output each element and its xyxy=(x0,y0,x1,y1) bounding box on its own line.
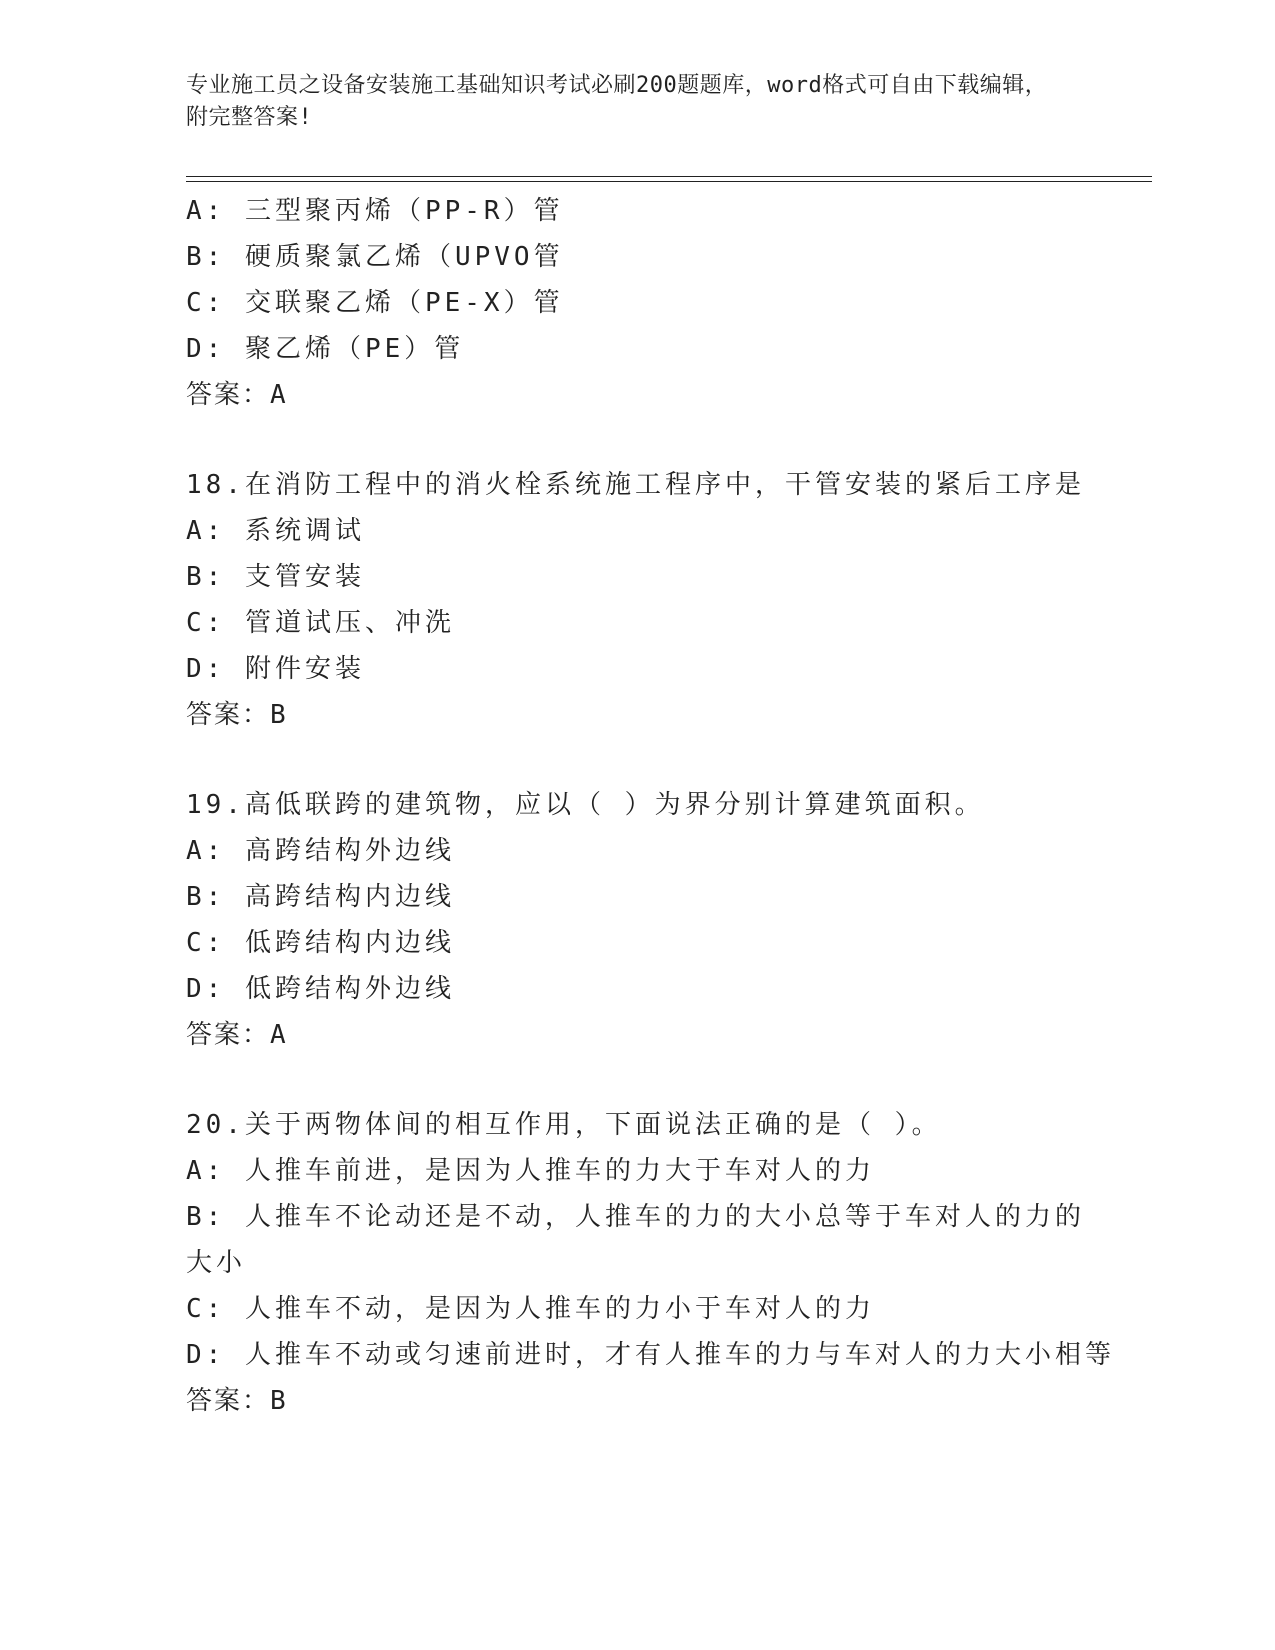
option-a: A: 高跨结构外边线 xyxy=(186,836,455,866)
option-d: D: 低跨结构外边线 xyxy=(186,974,455,1004)
option-d: D: 人推车不动或匀速前进时，才有人推车的力与车对人的力大小相等 xyxy=(186,1340,1115,1370)
question-stem: 19.高低联跨的建筑物，应以（ ）为界分别计算建筑面积。 xyxy=(186,790,985,820)
answer-line: 答案：A xyxy=(186,380,288,410)
question-stem: 18.在消防工程中的消火栓系统施工程序中，干管安装的紧后工序是 xyxy=(186,470,1085,500)
answer-line: 答案：B xyxy=(186,1386,288,1416)
question-block xyxy=(186,782,1086,1058)
option-c: C: 人推车不动，是因为人推车的力小于车对人的力 xyxy=(186,1294,875,1324)
document-header: 专业施工员之设备安装施工基础知识考试必刷200题题库，word格式可自由下载编辑，附完整答案! xyxy=(186,73,1048,130)
answer-line: 答案：A xyxy=(186,1020,288,1050)
header-rule-top xyxy=(186,176,1152,177)
question-list xyxy=(186,188,1115,1424)
option-b: B: 高跨结构内边线 xyxy=(186,882,455,912)
option-a: A: 三型聚丙烯（PP-R）管 xyxy=(186,196,564,226)
question-block xyxy=(186,188,1086,418)
option-b: B: 硬质聚氯乙烯（UPVO管 xyxy=(186,242,564,272)
option-b: B: 人推车不论动还是不动，人推车的力的大小总等于车对人的力的大小 xyxy=(186,1202,1085,1278)
option-c: C: 管道试压、冲洗 xyxy=(186,608,455,638)
option-d: D: 附件安装 xyxy=(186,654,365,684)
question-block xyxy=(186,462,1086,738)
option-c: C: 交联聚乙烯（PE-X）管 xyxy=(186,288,564,318)
option-a: A: 人推车前进，是因为人推车的力大于车对人的力 xyxy=(186,1156,875,1186)
option-c: C: 低跨结构内边线 xyxy=(186,928,455,958)
option-d: D: 聚乙烯（PE）管 xyxy=(186,334,465,364)
question-block xyxy=(186,1102,1115,1424)
option-b: B: 支管安装 xyxy=(186,562,365,592)
option-a: A: 系统调试 xyxy=(186,516,365,546)
question-stem: 20.关于两物体间的相互作用，下面说法正确的是（ ）。 xyxy=(186,1110,942,1140)
answer-line: 答案：B xyxy=(186,700,288,730)
header-rule-bottom xyxy=(186,181,1152,182)
